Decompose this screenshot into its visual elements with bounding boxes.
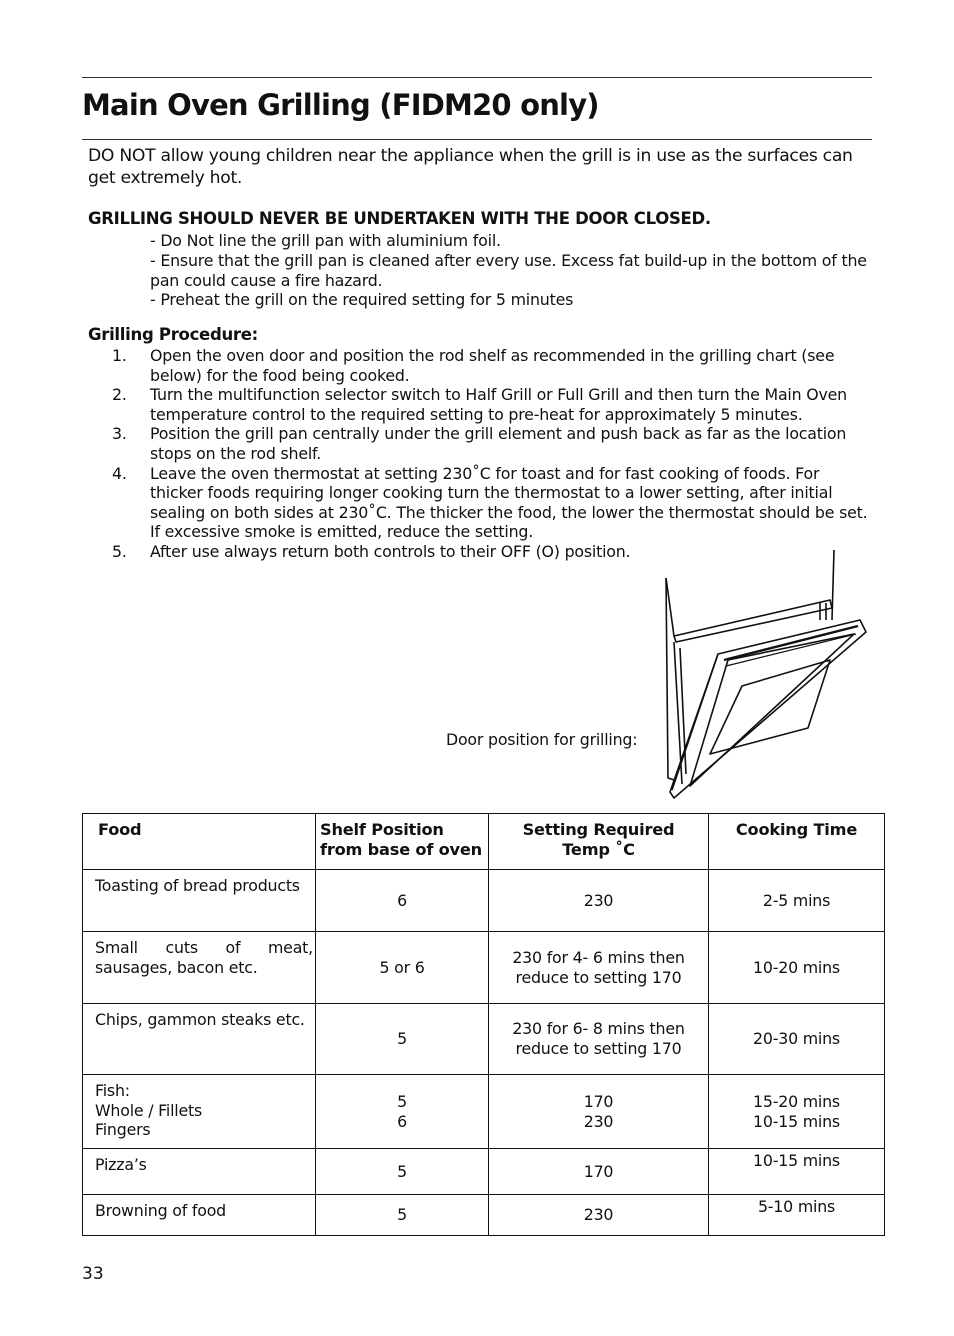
cell-line: 2-5 mins — [762, 890, 831, 910]
caution-item: - Preheat the grill on the required setting for 5 minutes — [150, 290, 574, 309]
food-cell — [83, 1075, 316, 1149]
table-row — [83, 870, 885, 932]
cell-line: 230 — [583, 1111, 614, 1131]
cell-line: 10-15 mins — [753, 1151, 840, 1170]
table-row — [83, 1149, 885, 1195]
table-row — [83, 1075, 885, 1149]
cell-line: Fingers — [95, 1120, 151, 1140]
cell-line: 20-30 mins — [753, 1029, 840, 1049]
cell-line: Toasting of bread products — [95, 876, 300, 895]
cell-line: 230 — [583, 1205, 614, 1225]
procedure-steps — [112, 346, 874, 562]
step-3 — [112, 424, 874, 463]
shelf-cell — [316, 1075, 489, 1149]
step-number: 5. — [112, 541, 127, 561]
shelf-cell — [316, 1004, 489, 1075]
step-text: Leave the oven thermostat at setting 230˚C for toast and for fast cooking of foods. For thicker foods requiring longer cooking turn the thermostat to a lower setting, after initial sealing on both sides at 230˚C. The thicker the food, the lower the thermostat should be set. — [150, 463, 868, 522]
step-number: 3. — [112, 424, 127, 444]
step-2 — [112, 385, 874, 424]
time-cell — [709, 1149, 885, 1195]
cell-line: 5 or 6 — [379, 957, 425, 977]
column-header-shelf — [316, 814, 489, 870]
cell-line: Fish: — [95, 1081, 130, 1100]
step-number: 2. — [112, 385, 127, 405]
cell-line: 10-20 mins — [753, 957, 840, 977]
setting-cell — [489, 1195, 709, 1236]
step-text: Turn the multifunction selector switch to Half Grill or Full Grill and then turn the Main Oven temperature control to the required setting to pre-heat for approximately 5 minutes. — [150, 385, 847, 424]
cell-line: Small cuts of meat, sausages, bacon etc. — [95, 938, 313, 977]
step-text: Position the grill pan centrally under the grill element and push back as far as the location stops on the rod shelf. — [150, 424, 847, 463]
cell-line: 230 for 6- 8 mins then — [512, 1019, 685, 1039]
step-text: Open the oven door and position the rod shelf as recommended in the grilling chart (see below) for the food being cooked. — [150, 346, 835, 385]
food-cell — [83, 1195, 316, 1236]
cell-line: 15-20 mins — [753, 1091, 840, 1111]
header-line: Setting Required — [522, 820, 675, 839]
table-row — [83, 932, 885, 1004]
step-extra-text: If excessive smoke is emitted, reduce the setting. — [150, 522, 534, 542]
time-cell — [709, 870, 885, 932]
table-header-row — [83, 814, 885, 870]
cell-line: 230 for 4- 6 mins then — [512, 947, 685, 967]
cell-line: 6 — [397, 1111, 407, 1131]
procedure-heading: Grilling Procedure: — [88, 325, 258, 344]
caution-heading: GRILLING SHOULD NEVER BE UNDERTAKEN WITH THE DOOR CLOSED. — [88, 209, 711, 228]
oven-door-illustration — [660, 548, 870, 804]
cell-line: 5 — [397, 1091, 407, 1111]
cell-line: 170 — [583, 1091, 614, 1111]
cell-line: Browning of food — [95, 1201, 226, 1220]
setting-cell — [489, 932, 709, 1004]
column-header-setting — [489, 814, 709, 870]
step-1 — [112, 346, 874, 385]
food-cell — [83, 870, 316, 932]
shelf-cell — [316, 870, 489, 932]
food-cell — [83, 932, 316, 1004]
food-cell — [83, 1004, 316, 1075]
cell-line: reduce to setting 170 — [515, 967, 682, 987]
shelf-cell — [316, 932, 489, 1004]
cell-line: 230 — [583, 890, 614, 910]
time-cell — [709, 1195, 885, 1236]
food-cell — [83, 1149, 316, 1195]
step-4 — [112, 464, 874, 542]
page-number: 33 — [82, 1264, 104, 1284]
header-line: Temp ˚C — [562, 839, 635, 859]
shelf-cell — [316, 1195, 489, 1236]
cell-line: 5 — [397, 1161, 407, 1181]
time-cell — [709, 1075, 885, 1149]
time-cell — [709, 1004, 885, 1075]
time-cell — [709, 932, 885, 1004]
column-header-food: Food — [83, 814, 316, 870]
grilling-chart — [82, 813, 885, 1236]
title-rule — [82, 139, 872, 140]
setting-cell — [489, 1149, 709, 1195]
step-number: 4. — [112, 463, 127, 483]
warning-text: DO NOT allow young children near the appliance when the grill is in use as the surfaces can get extremely hot. — [88, 146, 853, 188]
column-header-time: Cooking Time — [709, 814, 885, 870]
table-row — [83, 1195, 885, 1236]
step-number: 1. — [112, 346, 127, 365]
cell-line: Pizza’s — [95, 1155, 147, 1174]
header-line: from base of oven — [320, 839, 482, 859]
step-text: After use always return both controls to their OFF (O) position. — [150, 541, 631, 561]
cell-line: 5 — [397, 1029, 407, 1049]
cell-line: 10-15 mins — [753, 1111, 840, 1131]
cell-line: 5-10 mins — [757, 1197, 836, 1216]
cell-line: 170 — [583, 1161, 614, 1181]
setting-cell — [489, 1004, 709, 1075]
top-rule — [82, 77, 872, 78]
cell-line: Whole / Fillets — [95, 1100, 203, 1120]
cell-line: 6 — [397, 890, 407, 910]
caution-item: - Do Not line the grill pan with aluminium foil. — [150, 231, 501, 250]
page-title: Main Oven Grilling (FIDM20 only) — [82, 88, 599, 122]
setting-cell — [489, 870, 709, 932]
cell-line: reduce to setting 170 — [515, 1039, 682, 1058]
caution-item: - Ensure that the grill pan is cleaned after every use. Excess fat build-up in the bottom of the pan could cause a fire hazard. — [150, 251, 867, 290]
header-line: Shelf Position — [320, 820, 444, 839]
cell-line: 5 — [397, 1205, 407, 1225]
door-caption: Door position for grilling: — [446, 730, 638, 749]
setting-cell — [489, 1075, 709, 1149]
table-row — [83, 1004, 885, 1075]
shelf-cell — [316, 1149, 489, 1195]
cell-line: Chips, gammon steaks etc. — [95, 1010, 305, 1029]
